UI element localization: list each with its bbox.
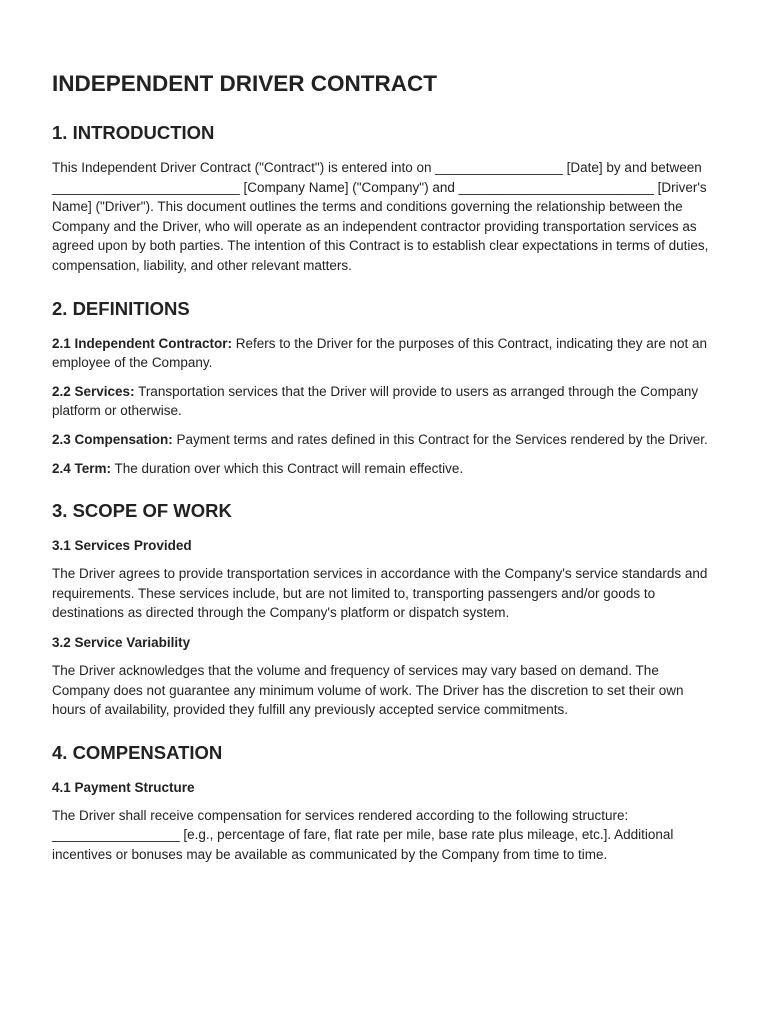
services-provided-paragraph: The Driver agrees to provide transportation services in accordance with the Company's service standards and requirements. These services include, but are not limited to, transporting passengers and/or goods to destinations as directed through the Company's platform or dispatch system. <box>52 566 708 621</box>
definition-term: 2.4 Term: <box>52 460 112 476</box>
definition-text: Refers to the Driver for the purposes of this Contract, indicating they are not an employee of the Company. <box>52 335 708 371</box>
section-definitions <box>52 298 718 479</box>
section-compensation <box>52 742 718 865</box>
subsection-heading-service-variability: 3.2 Service Variability <box>52 634 191 650</box>
document-title: INDEPENDENT DRIVER CONTRACT <box>52 71 438 96</box>
section-heading-compensation: 4. COMPENSATION <box>52 741 223 763</box>
section-scope-of-work <box>52 500 718 720</box>
definition-term: 2.1 Independent Contractor: <box>52 335 233 351</box>
section-heading-scope: 3. SCOPE OF WORK <box>52 500 232 522</box>
definition-item <box>52 334 718 373</box>
subsection-heading-payment-structure: 4.1 Payment Structure <box>52 779 195 795</box>
introduction-paragraph: This Independent Driver Contract ("Contract") is entered into on _________________ [Date] by and between _________________________ [Company Name] ("Company") and __________________________ [Driver's Name] ("Driver"). This document outlines the terms and conditions governing the relationship between the Company and the Driver, who will operate as an independent contractor providing transportation services as agreed upon by both parties. The intention of this Contract is to establish clear expectations in terms of duties, compensation, liability, and other relevant matters. <box>52 160 709 273</box>
definition-item <box>52 459 718 479</box>
subsection-heading-services-provided: 3.1 Services Provided <box>52 538 192 554</box>
definition-term: 2.2 Services: <box>52 383 135 399</box>
payment-structure-paragraph: The Driver shall receive compensation for services rendered according to the following structure: _________________ [e.g., percentage of fare, flat rate per mile, base rate plus mileage, etc.]. Additional incentives or bonuses may be available as communicated by the Company from time to time. <box>52 807 674 862</box>
section-heading-definitions: 2. DEFINITIONS <box>52 297 190 319</box>
definition-text: Payment terms and rates defined in this Contract for the Services rendered by the Driver. <box>172 431 708 447</box>
definition-text: Transportation services that the Driver will provide to users as arranged through the Company platform or otherwise. <box>52 383 699 419</box>
service-variability-paragraph: The Driver acknowledges that the volume and frequency of services may vary based on demand. The Company does not guarantee any minimum volume of work. The Driver has the discretion to set their own hours of availability, provided they fulfill any previously accepted service commitments. <box>52 662 684 718</box>
section-heading-introduction: 1. INTRODUCTION <box>52 122 215 143</box>
definition-item <box>52 430 718 450</box>
definition-item <box>52 382 718 421</box>
section-introduction <box>52 122 718 276</box>
definition-term: 2.3 Compensation: <box>52 431 173 447</box>
definition-text: The duration over which this Contract will remain effective. <box>111 460 464 476</box>
